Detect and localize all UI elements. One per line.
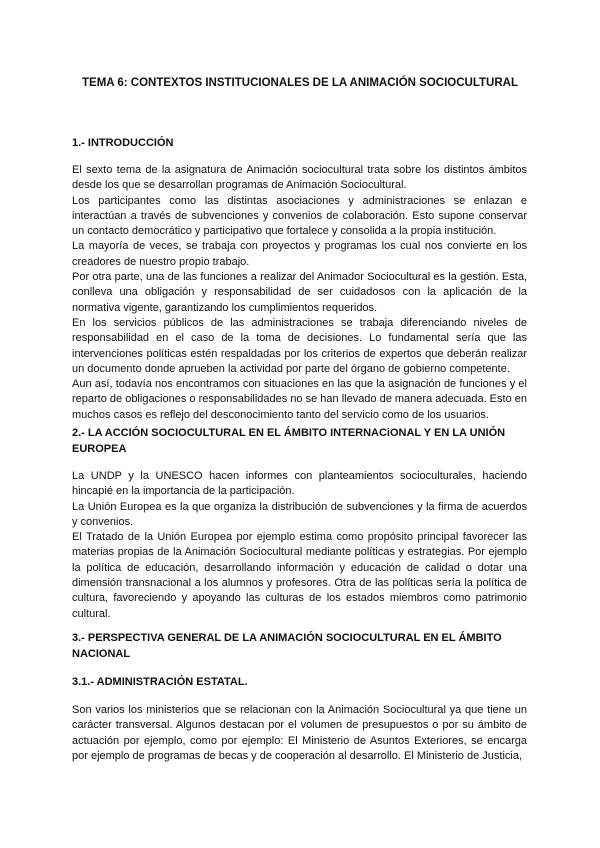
paragraph: El sexto tema de la asignatura de Animación sociocultural trata sobre los distintos ámbitos desde los que se desarrollan programas de Animación Sociocultural. (72, 164, 527, 192)
paragraph: Por otra parte, una de las funciones a realizar del Animador Sociocultural es la gestión. Esta, conlleva una obligación y responsabilidad de ser cuidadosos con la aplicación de la normativa vigente, garantizando los cumplimientos requeridos. (72, 271, 527, 314)
paragraph: Son varios los ministerios que se relacionan con la Animación Sociocultural ya que tiene un carácter transversal. Algunos destacan por el volumen de presupuestos o por su ámbito de actuación por ejemplo, como por ejemplo: El Ministerio de Asuntos Exteriores, se encarga por ejemplo de programas de becas y de cooperación al desarrollo. El Ministerio de Justicia, (72, 704, 527, 762)
paragraph: Aun así, todavía nos encontramos con situaciones en las que la asignación de funciones y el reparto de obligaciones o responsabilidades no se han llevado de manera adecuada. Esto en muchos casos es reflejo del desconocimiento tanto del servicio como de los usuarios. (72, 378, 527, 421)
section-body-administracion-estatal (72, 703, 527, 764)
paragraph: La UNDP y la UNESCO hacen informes con planteamientos socioculturales, haciendo hincapié en la importancia de la participación. (72, 470, 527, 498)
paragraph: El Tratado de la Unión Europea por ejemplo estima como propósito principal favorecer las materias propias de la Animación Sociocultural mediante políticas y estrategias. Por ejemplo la política de educación, desarrollando información y educación de calidad o dotar una dimensión transnacional a los alumnos y profesores. Otra de las políticas sería la política de cultura, favoreciendo y apoyando las culturas de los estados miembros como patrimonio cultural. (72, 531, 527, 620)
section-heading-nacional: 3.- PERSPECTIVA GENERAL DE LA ANIMACIÓN SOCIOCULTURAL EN EL ÁMBITO NACIONAL (72, 632, 502, 660)
paragraph: Los participantes como las distintas asociaciones y administraciones se enlazan e interactúan a través de subvenciones y convenios de colaboración. Esto supone conservar un contacto democrático y participativo que fortalece y consolida a la propia institución. (72, 194, 527, 238)
section-body-internacional (72, 469, 527, 622)
paragraph: En los servicios públicos de las administraciones se trabaja diferenciando niveles de responsabilidad en el caso de la toma de decisiones. Lo fundamental sería que las intervenciones políticas estén respaldadas por los criterios de expertos que deberán realizar un documento donde aprueben la actividad por parte del órgano de gobierno competente. (72, 316, 527, 375)
section-heading-internacional: 2.- LA ACCIÓN SOCIOCULTURAL EN EL ÁMBITO INTERNACiONAL Y EN LA UNIÓN EUROPEA (72, 427, 506, 455)
paragraph: La mayoría de veces, se trabaja con proyectos y programas los cual nos convierte en los creadores de nuestro propio trabajo. (72, 240, 527, 268)
section-heading-administracion-estatal: 3.1.- ADMINISTRACIÓN ESTATAL. (72, 676, 248, 688)
section-heading-introduccion: 1.- INTRODUCCIÓN (72, 137, 174, 149)
paragraph: La Unión Europea es la que organiza la distribución de subvenciones y la firma de acuerdos y convenios. (72, 500, 527, 528)
document-title: TEMA 6: CONTEXTOS INSTITUCIONALES DE LA ANIMACIÓN SOCIOCULTURAL (82, 77, 518, 89)
section-body-introduccion (72, 163, 527, 423)
